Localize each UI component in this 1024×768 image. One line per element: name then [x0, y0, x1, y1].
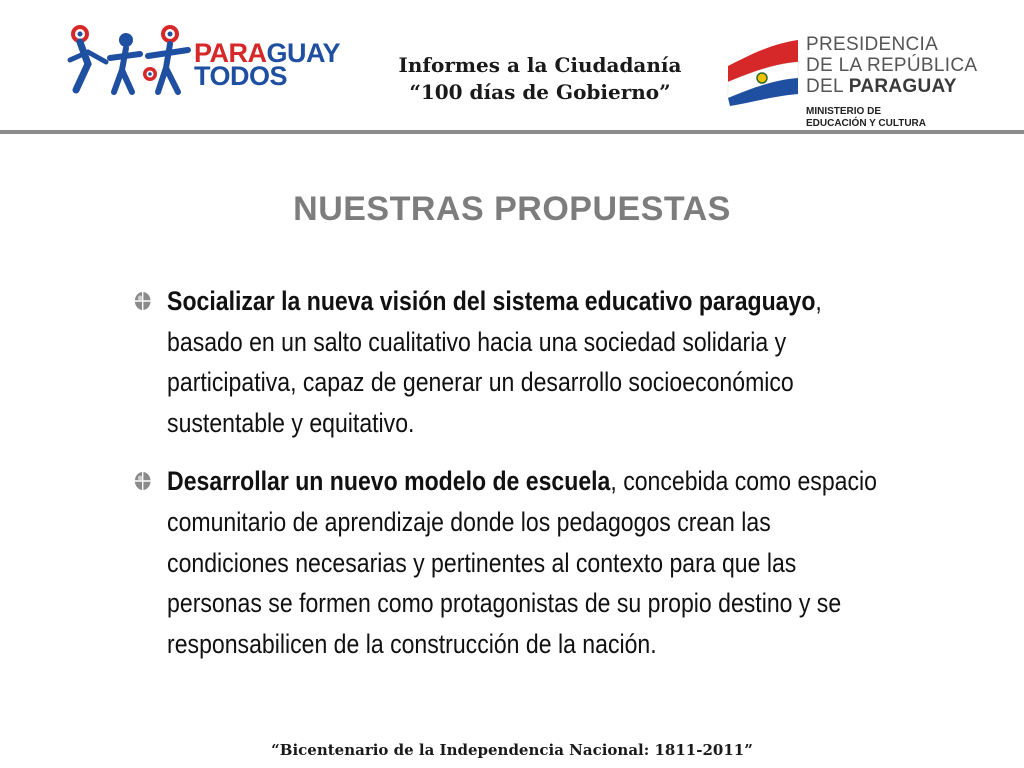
- proposal-2-text: , concebida como espacio comunitario de aprendizaje donde los pedagogos crean las condiciones necesarias y pertinentes al contexto para que las personas se formen como protagonistas de su propio destino y se responsabilicen de la construcción de la nación.: [167, 466, 877, 659]
- presidencia-logo: [724, 28, 1014, 132]
- informe-title: [370, 52, 710, 106]
- header-divider: [0, 130, 1024, 134]
- paraguay-todos-logo: [66, 20, 351, 100]
- ministerio-line-2: EDUCACIÓN Y CULTURA: [806, 118, 927, 129]
- presidencia-line-3-prefix: DEL: [806, 76, 849, 97]
- slide-header: [0, 0, 1024, 138]
- proposal-1-bold: Socializar la nueva visión del sistema educativo paraguayo: [167, 286, 816, 316]
- informe-line-2: “100 días de Gobierno”: [409, 80, 671, 104]
- presidencia-text: [806, 34, 977, 97]
- proposal-list: [134, 281, 877, 682]
- proposal-1-text: , basado en un salto cualitativo hacia una sociedad solidaria y participativa, capaz de generar un desarrollo socioeconómico sustentable y equitativo.: [167, 286, 822, 438]
- informe-line-1: Informes a la Ciudadanía: [398, 53, 682, 77]
- proposal-2-bold: Desarrollar un nuevo modelo de escuela: [167, 466, 611, 497]
- people-figures-icon: [66, 20, 196, 100]
- proposal-item-1: [134, 281, 887, 443]
- slide-title: NUESTRAS PROPUESTAS: [293, 190, 731, 228]
- ministerio-text: [806, 106, 926, 130]
- logo-para-text: PARA: [194, 38, 267, 68]
- presidencia-line-1: PRESIDENCIA: [806, 34, 939, 55]
- presidencia-line-2: DE LA REPÚBLICA: [806, 55, 978, 76]
- bullet-icon: [134, 471, 151, 491]
- ministerio-line-1: MINISTERIO DE: [806, 106, 882, 117]
- logo-todos-text: TODOS: [194, 61, 288, 91]
- proposal-item-2: [134, 461, 887, 664]
- bullet-icon: [134, 291, 151, 311]
- presidencia-line-3: [806, 76, 977, 97]
- logo-guay-text: GUAY: [266, 38, 341, 68]
- footer-text: “Bicentenario de la Independencia Nacional: 1811-2011”: [271, 741, 753, 759]
- logo-wordmark: [194, 38, 341, 91]
- presidencia-line-3-bold: PARAGUAY: [848, 76, 957, 97]
- paraguay-flag-icon: [724, 36, 802, 106]
